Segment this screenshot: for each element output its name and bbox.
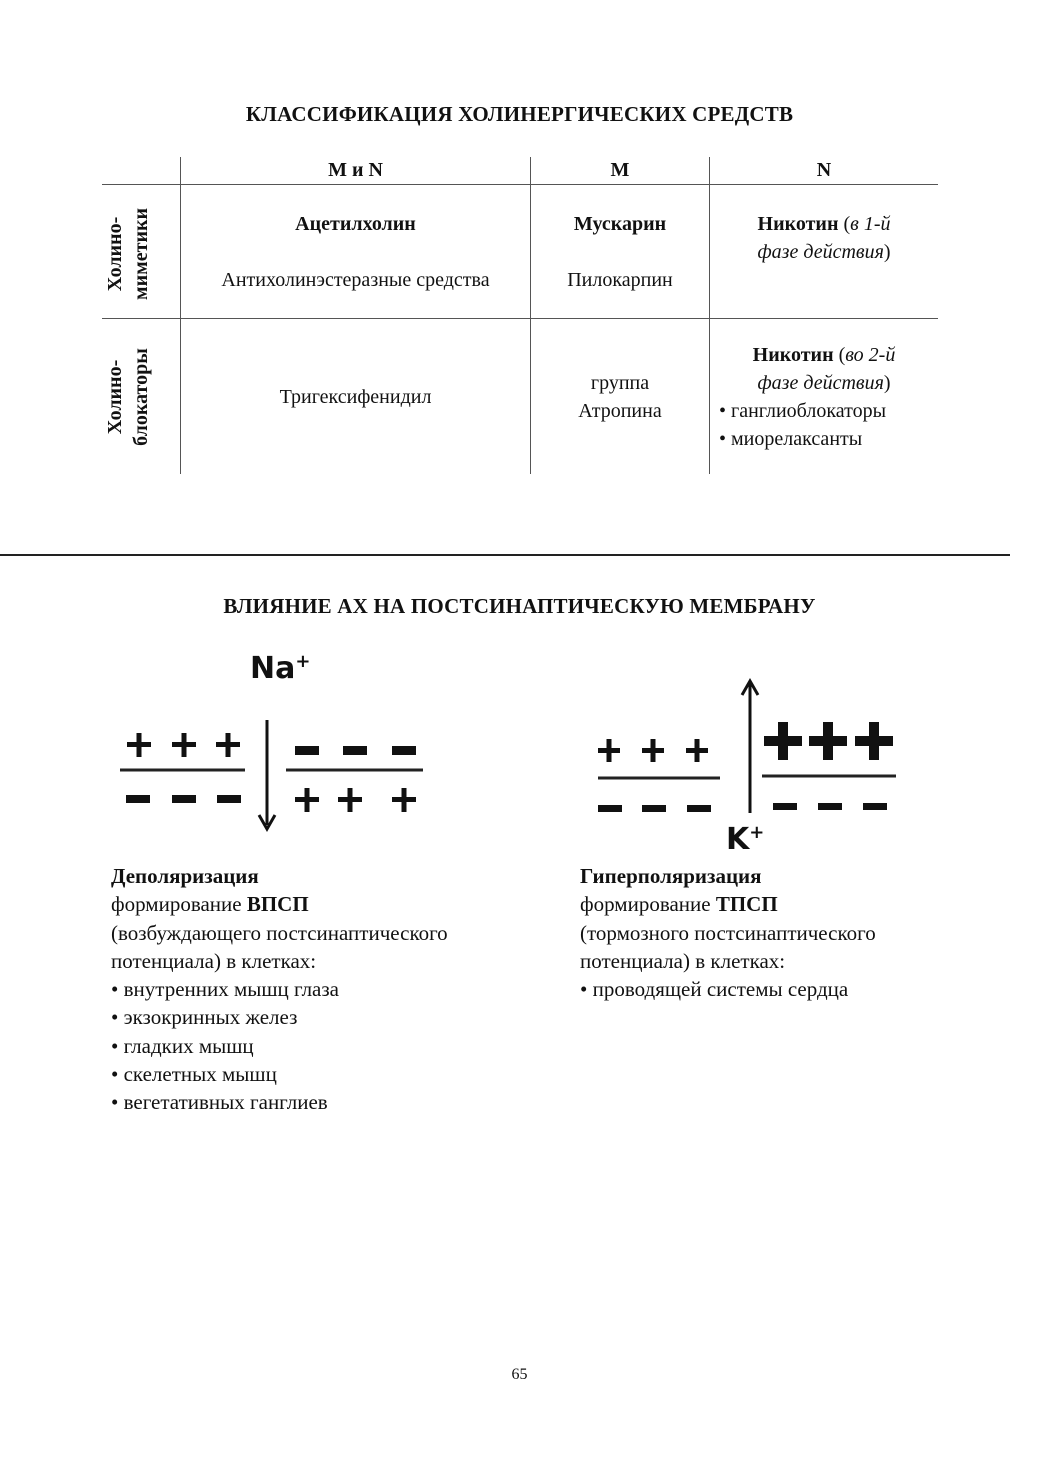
depolarization-description: Деполяризация формирование ВПСП (возбуждающего постсинаптического потенциала) в клетках: • внутренних мышц глаза • экзокринных желез • гладких мышц • скелетных мышц • вегетативных ганглиев bbox=[111, 862, 448, 1117]
cell-mimetics-n: Никотин (в 1-й фазе действия) bbox=[757, 213, 891, 263]
column-header-mn: M и N bbox=[328, 159, 383, 181]
classification-title: КЛАССИФИКАЦИЯ ХОЛИНЕРГИЧЕСКИХ СРЕДСТВ bbox=[245, 102, 794, 126]
table-col-divider bbox=[530, 157, 531, 474]
potassium-ion-label: K+ bbox=[726, 822, 765, 857]
list-item: • скелетных мышц bbox=[111, 1062, 277, 1087]
inside-negative-charges bbox=[598, 805, 711, 812]
outside-negative-charges-reversed bbox=[295, 746, 416, 755]
outside-positive-charges bbox=[127, 733, 240, 757]
table-header-rule bbox=[102, 184, 938, 185]
outside-positive-charges bbox=[598, 739, 708, 762]
depolarization-diagram bbox=[110, 715, 440, 840]
column-header-n: N bbox=[816, 159, 832, 181]
hyperpolarization-heading: Гиперполяризация bbox=[580, 864, 762, 888]
section-separator bbox=[0, 554, 1010, 556]
cell-mimetics-m: Мускарин Пилокарпин bbox=[567, 213, 673, 291]
list-item: • экзокринных желез bbox=[111, 1005, 298, 1030]
outside-enhanced-positive-charges bbox=[764, 722, 893, 760]
membrane-title: ВЛИЯНИЕ АХ НА ПОСТСИНАПТИЧЕСКУЮ МЕМБРАНУ bbox=[223, 594, 816, 618]
depolarization-heading: Деполяризация bbox=[111, 864, 259, 888]
table-col-divider bbox=[180, 157, 181, 474]
column-header-m: M bbox=[610, 159, 630, 181]
hyperpolarization-diagram bbox=[590, 675, 910, 825]
sodium-ion-label: Na+ bbox=[250, 651, 311, 686]
list-item: • проводящей системы сердца bbox=[580, 977, 849, 1002]
row-header-cholinomimetics: Холино- миметики bbox=[104, 207, 152, 301]
table-row-divider bbox=[102, 318, 938, 319]
hyperpolarization-description: Гиперполяризация формирование ТПСП (тормозного постсинаптического потенциала) в клетках: • проводящей системы сердца bbox=[580, 862, 876, 1003]
cell-blockers-m: группа Атропина bbox=[578, 372, 662, 422]
inside-negative-charges bbox=[773, 803, 887, 810]
inside-negative-charges bbox=[126, 795, 241, 803]
cell-mimetics-mn: Ацетилхолин Антихолинэстеразные средства bbox=[221, 213, 490, 291]
inside-positive-charges-reversed bbox=[295, 788, 416, 812]
list-item: • внутренних мышц глаза bbox=[111, 977, 339, 1002]
cell-blockers-n: Никотин (во 2-й фазе действия) • ганглиоблокаторы • миорелаксанты bbox=[719, 344, 896, 450]
page-number: 65 bbox=[511, 1366, 528, 1383]
cell-blockers-mn: Тригексифенидил bbox=[279, 386, 432, 408]
list-item: • вегетативных ганглиев bbox=[111, 1090, 328, 1115]
row-header-cholinoblockers: Холино- блокаторы bbox=[104, 348, 152, 446]
list-item: • гладких мышц bbox=[111, 1033, 254, 1058]
